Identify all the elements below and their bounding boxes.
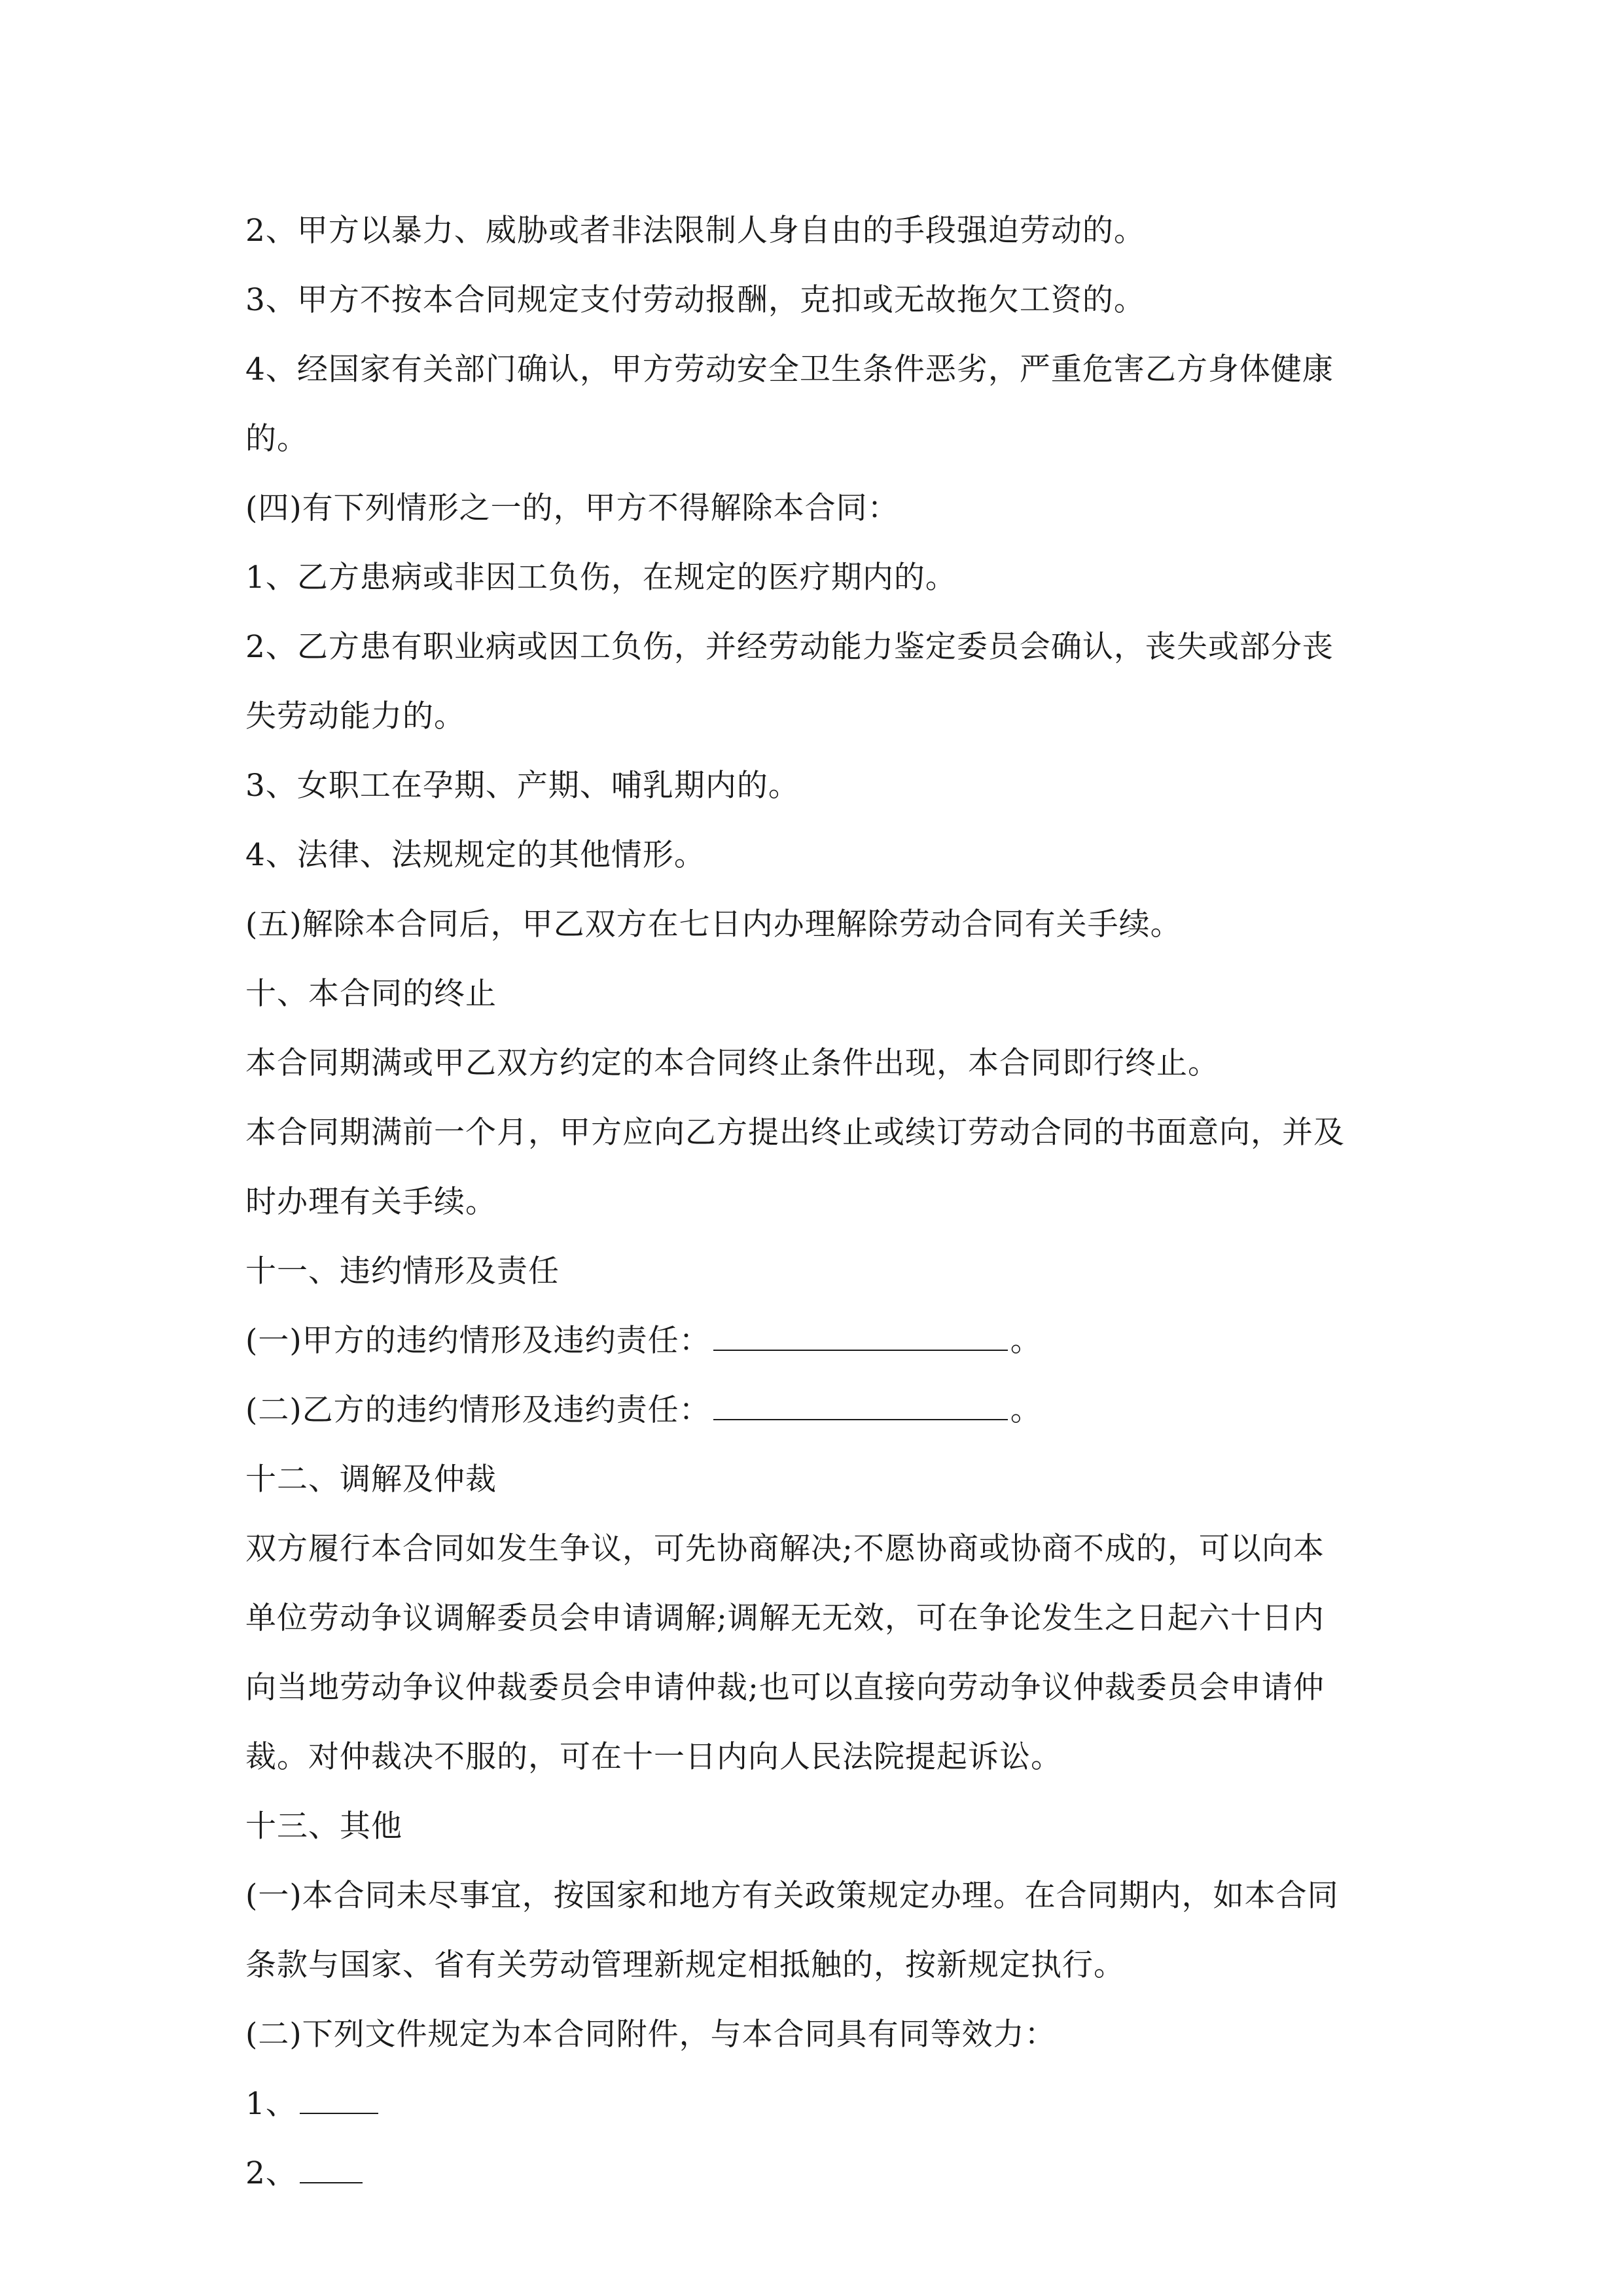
text-line: 时办理有关手续。 <box>245 1184 497 1220</box>
text-line: (一)本合同未尽事宜，按国家和地方有关政策规定办理。在合同期内，如本合同 <box>245 1878 1339 1914</box>
section-heading: 十三、其他 <box>245 1808 402 1844</box>
breach-party-a-blank[interactable] <box>713 1325 1008 1351</box>
text-line: (二)下列文件规定为本合同附件，与本合同具有同等效力： <box>245 2017 1056 2053</box>
text-line: 的。 <box>245 421 308 457</box>
document-page <box>245 196 1384 2208</box>
text-line: 向当地劳动争议仲裁委员会申请仲裁;也可以直接向劳动争议仲裁委员会申请仲 <box>245 1670 1325 1706</box>
text-line: (五)解除本合同后，甲乙双方在七日内办理解除劳动合同有关手续。 <box>245 906 1182 942</box>
section-heading: 十一、违约情形及责任 <box>245 1253 560 1289</box>
text-line: 3、甲方不按本合同规定支付劳动报酬，克扣或无故拖欠工资的。 <box>245 282 1145 318</box>
attachment-2-blank[interactable] <box>300 2157 363 2183</box>
attachment-1-blank[interactable] <box>300 2088 378 2114</box>
breach-party-b-line <box>245 1376 1384 1445</box>
text-line: 失劳动能力的。 <box>245 698 465 734</box>
attachment-2-label: 2、 <box>245 2155 297 2191</box>
breach-party-b-suffix: 。 <box>1010 1392 1042 1428</box>
text-line: 4、经国家有关部门确认，甲方劳动安全卫生条件恶劣，严重危害乙方身体健康 <box>245 351 1334 387</box>
text-line: 单位劳动争议调解委员会申请调解;调解无无效，可在争论发生之日起六十日内 <box>245 1600 1325 1636</box>
breach-party-a-line <box>245 1306 1384 1376</box>
breach-party-b-blank[interactable] <box>713 1394 1008 1420</box>
text-line: 双方履行本合同如发生争议，可先协商解决;不愿协商或协商不成的，可以向本 <box>245 1531 1325 1567</box>
breach-party-a-suffix: 。 <box>1010 1323 1042 1359</box>
breach-party-a-label: (一)甲方的违约情形及违约责任： <box>245 1323 711 1359</box>
breach-party-b-label: (二)乙方的违约情形及违约责任： <box>245 1392 711 1428</box>
text-line: 4、法律、法规规定的其他情形。 <box>245 837 705 873</box>
text-line: 1、乙方患病或非因工负伤，在规定的医疗期内的。 <box>245 560 957 596</box>
text-line: 条款与国家、省有关劳动管理新规定相抵触的，按新规定执行。 <box>245 1947 1125 1983</box>
text-line: (四)有下列情形之一的，甲方不得解除本合同： <box>245 490 899 526</box>
attachment-2-line <box>245 2139 1384 2208</box>
text-line: 本合同期满前一个月，甲方应向乙方提出终止或续订劳动合同的书面意向，并及 <box>245 1115 1345 1151</box>
text-line: 3、女职工在孕期、产期、哺乳期内的。 <box>245 768 800 804</box>
text-line: 裁。对仲裁决不服的，可在十一日内向人民法院提起诉讼。 <box>245 1739 1062 1775</box>
section-heading: 十、本合同的终止 <box>245 976 497 1012</box>
text-line: 2、乙方患有职业病或因工负伤，并经劳动能力鉴定委员会确认，丧失或部分丧 <box>245 629 1334 665</box>
text-line: 2、甲方以暴力、威胁或者非法限制人身自由的手段强迫劳动的。 <box>245 213 1145 249</box>
text-line: 本合同期满或甲乙双方约定的本合同终止条件出现，本合同即行终止。 <box>245 1045 1219 1081</box>
attachment-1-label: 1、 <box>245 2086 297 2122</box>
section-heading: 十二、调解及仲裁 <box>245 1462 497 1498</box>
attachment-1-line <box>245 2070 1384 2139</box>
